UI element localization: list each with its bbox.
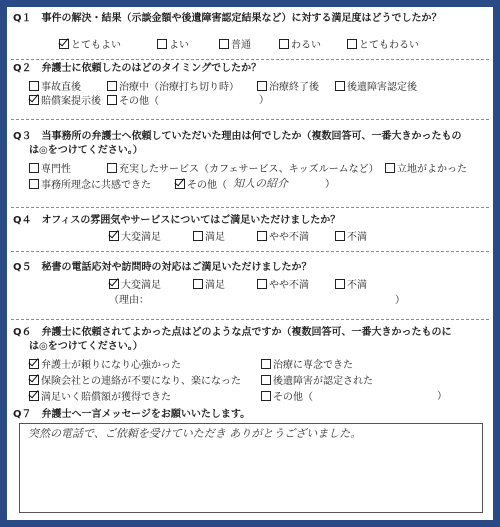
q3-option-philosophy[interactable]: 事務所理念に共感できた [29, 179, 151, 192]
checkbox[interactable] [107, 81, 117, 91]
checkbox[interactable] [193, 231, 203, 241]
q2-option-after-disability-certification[interactable]: 後遺障害認定後 [335, 81, 417, 94]
q1-option-bad[interactable]: わるい [279, 39, 321, 52]
q2-other-close: ） [259, 95, 269, 106]
q1-label: Q１ 事件の解決・結果（示談金額や後遺障害認定結果など）に対する満足度はどうでしたか？ [13, 13, 442, 24]
checkbox[interactable] [335, 81, 345, 91]
q5-option-somewhat-dissatisfied[interactable]: やや不満 [257, 279, 309, 292]
q3-option-other[interactable]: その他（ [175, 179, 227, 192]
checkbox[interactable] [219, 39, 229, 49]
q2-option-after-compensation-offer[interactable]: 賠償案提示後 [29, 95, 101, 108]
checkbox[interactable] [347, 39, 357, 49]
checkbox[interactable] [261, 375, 271, 385]
q2-option-after-treatment[interactable]: 治療終了後 [257, 81, 319, 94]
checkbox[interactable] [257, 231, 267, 241]
divider [11, 319, 489, 320]
q7-message-handwritten: 突然の電話で、ご依頼を受けていただき ありがとうございました。 [28, 427, 362, 440]
checkbox-checked[interactable] [109, 279, 119, 289]
q4-label: Q４ オフィスの雰囲気やサービスについてはご満足いただけましたか？ [13, 215, 341, 226]
checkbox[interactable] [335, 231, 345, 241]
checkbox-checked[interactable] [29, 375, 39, 385]
survey-sheet [7, 7, 493, 520]
checkbox-checked[interactable] [29, 359, 39, 369]
q3-other-close: ） [325, 179, 335, 190]
q2-label: Q２ 弁護士に依頼したのはどのタイミングでしたか？ [13, 63, 262, 74]
q5-option-very-satisfied[interactable]: 大変満足 [109, 279, 161, 292]
q1-option-average[interactable]: 普通 [219, 39, 251, 52]
q1-option-very-bad[interactable]: とてもわるい [347, 39, 419, 52]
q6-other-close: ） [437, 391, 447, 402]
q6-option-other[interactable]: その他（ [261, 391, 313, 404]
checkbox-checked[interactable] [29, 391, 39, 401]
q2-option-during-treatment[interactable]: 治療中（治療打ち切り時） [107, 81, 239, 94]
checkbox[interactable] [29, 81, 39, 91]
checkbox-checked[interactable] [109, 231, 119, 241]
checkbox-checked[interactable] [59, 39, 69, 49]
q1-option-good[interactable]: よい [157, 39, 189, 52]
divider [11, 207, 489, 208]
q3-option-services[interactable]: 充実したサービス（カフェサービス、キッズルームなど） [107, 163, 379, 176]
q2-option-right-after-accident[interactable]: 事故直後 [29, 81, 81, 94]
q4-option-satisfied[interactable]: 満足 [193, 231, 225, 244]
divider [11, 59, 489, 60]
q6-option-no-insurer-contact[interactable]: 保険会社との連絡が不要になり、楽になった [29, 375, 241, 388]
q7-message-box[interactable] [19, 423, 483, 513]
checkbox[interactable] [107, 95, 117, 105]
q5-reason-close: ） [395, 295, 405, 306]
q5-option-dissatisfied[interactable]: 不満 [335, 279, 367, 292]
q6-option-satisfactory-compensation[interactable]: 満足いく賠償額が獲得できた [29, 391, 171, 404]
q6-option-reliable-lawyer[interactable]: 弁護士が頼りになり心強かった [29, 359, 181, 372]
q3-option-expertise[interactable]: 専門性 [29, 163, 71, 176]
checkbox[interactable] [257, 279, 267, 289]
q3-other-handwritten: 知人の紹介 [233, 177, 288, 190]
checkbox[interactable] [257, 81, 267, 91]
checkbox-checked[interactable] [175, 179, 185, 189]
checkbox[interactable] [279, 39, 289, 49]
checkbox[interactable] [157, 39, 167, 49]
q6-option-disability-certified[interactable]: 後遺障害が認定された [261, 375, 373, 388]
q4-option-somewhat-dissatisfied[interactable]: やや不満 [257, 231, 309, 244]
checkbox-checked[interactable] [29, 95, 39, 105]
divider [11, 119, 489, 120]
q5-reason-open: （理由： [109, 295, 149, 306]
checkbox[interactable] [29, 163, 39, 173]
checkbox[interactable] [335, 279, 345, 289]
q3-label-line2: は◎をつけてください。） [29, 145, 143, 156]
checkbox[interactable] [385, 163, 395, 173]
checkbox[interactable] [193, 279, 203, 289]
q2-option-other[interactable]: その他（ [107, 95, 159, 108]
q7-label: Q７ 弁護士へ一言メッセージをお願いいたします。 [13, 409, 251, 420]
q6-label-line1: Q６ 弁護士に依頼されてよかった点はどのような点ですか（複数回答可、一番大きかったものに [13, 327, 452, 338]
q4-option-very-satisfied[interactable]: 大変満足 [109, 231, 161, 244]
q1-option-very-good[interactable]: とてもよい [59, 39, 121, 52]
q6-option-focus-on-treatment[interactable]: 治療に専念できた [261, 359, 353, 372]
q5-option-satisfied[interactable]: 満足 [193, 279, 225, 292]
checkbox[interactable] [261, 391, 271, 401]
q4-option-dissatisfied[interactable]: 不満 [335, 231, 367, 244]
divider [11, 251, 489, 252]
q3-label-line1: Q３ 当事務所の弁護士へ依頼していただいた理由は何でしたか（複数回答可、一番大きかったもの [13, 131, 462, 142]
q3-option-location[interactable]: 立地がよかった [385, 163, 467, 176]
q6-label-line2: は◎をつけてください。） [29, 341, 143, 352]
q5-label: Q５ 秘書の電話応対や訪問時の対応はご満足いただけましたか？ [13, 262, 312, 273]
checkbox[interactable] [261, 359, 271, 369]
checkbox[interactable] [29, 179, 39, 189]
checkbox[interactable] [107, 163, 117, 173]
